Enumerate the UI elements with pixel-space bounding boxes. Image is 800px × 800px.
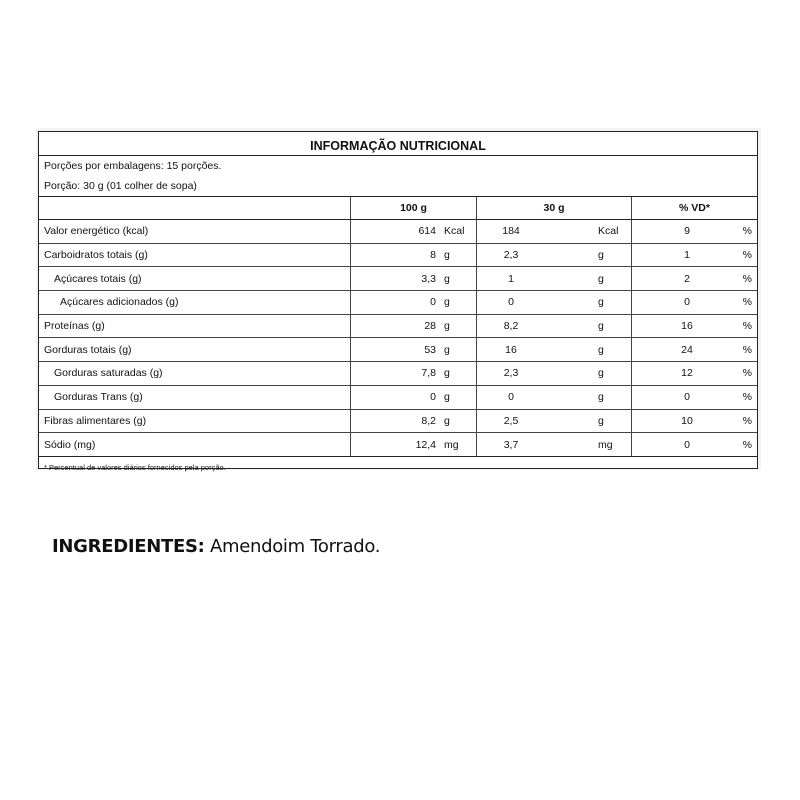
value-vd-cell <box>632 314 758 338</box>
table-row <box>39 220 757 244</box>
value-100g: 0 <box>430 296 436 309</box>
nutrient-name-text: Fibras alimentares (g) <box>44 414 147 427</box>
ingredients-line <box>52 536 380 557</box>
unit-30g: g <box>598 249 604 262</box>
value-100g: 614 <box>418 225 436 238</box>
value-vd: 10 <box>681 414 693 427</box>
unit-vd: % <box>742 225 752 238</box>
value-100g-cell <box>351 220 477 244</box>
value-30g-cell <box>477 338 632 362</box>
serving-size: Porção: 30 g (01 colher de sopa) <box>39 176 757 197</box>
unit-vd: % <box>742 391 752 404</box>
nutrient-name <box>39 220 351 244</box>
unit-vd: % <box>742 296 752 309</box>
value-vd-cell <box>632 433 758 457</box>
nutrient-name-text: Sódio (mg) <box>44 438 96 451</box>
nutrient-name-text: Proteínas (g) <box>44 320 105 333</box>
table-row <box>39 314 757 338</box>
value-100g: 28 <box>424 320 436 333</box>
value-vd-cell <box>632 385 758 409</box>
table-header-row <box>39 197 757 220</box>
nutrient-name-text: Gorduras Trans (g) <box>54 391 143 404</box>
value-30g-cell <box>477 385 632 409</box>
table-row <box>39 385 757 409</box>
nutrient-name <box>39 291 351 315</box>
value-100g-cell <box>351 338 477 362</box>
unit-vd: % <box>742 367 752 380</box>
header-empty-cell <box>39 197 351 220</box>
value-vd: 0 <box>684 438 690 451</box>
unit-30g: mg <box>598 438 613 451</box>
value-vd: 16 <box>681 320 693 333</box>
unit-100g: g <box>444 367 450 380</box>
nutrient-name-text: Valor energético (kcal) <box>44 225 149 238</box>
value-vd: 9 <box>684 225 690 238</box>
value-100g: 7,8 <box>421 367 436 380</box>
unit-100g: g <box>444 272 450 285</box>
value-30g: 2,5 <box>503 414 519 427</box>
value-30g: 3,7 <box>503 438 519 451</box>
value-100g-cell <box>351 243 477 267</box>
value-100g: 0 <box>430 391 436 404</box>
value-100g-cell <box>351 291 477 315</box>
value-vd-cell <box>632 291 758 315</box>
value-vd: 24 <box>681 343 693 356</box>
value-100g-cell <box>351 267 477 291</box>
nutrition-table <box>39 197 757 457</box>
nutrient-name <box>39 385 351 409</box>
unit-vd: % <box>742 343 752 356</box>
value-vd-cell <box>632 220 758 244</box>
value-100g: 12,4 <box>415 438 436 451</box>
value-100g-cell <box>351 409 477 433</box>
table-row <box>39 433 757 457</box>
unit-100g: mg <box>444 438 459 451</box>
value-30g-cell <box>477 362 632 386</box>
unit-30g: g <box>598 391 604 404</box>
value-30g-cell <box>477 291 632 315</box>
header-30g: 30 g <box>477 197 632 220</box>
nutrient-name-text: Gorduras totais (g) <box>44 343 132 356</box>
table-row <box>39 243 757 267</box>
unit-vd: % <box>742 249 752 262</box>
unit-30g: g <box>598 343 604 356</box>
nutrition-rows <box>39 220 757 457</box>
value-30g: 8,2 <box>503 320 519 333</box>
unit-100g: g <box>444 296 450 309</box>
value-30g: 2,3 <box>503 367 519 380</box>
label-title: INFORMAÇÃO NUTRICIONAL <box>39 132 757 156</box>
nutrient-name <box>39 267 351 291</box>
unit-30g: Kcal <box>598 225 619 238</box>
header-vd: % VD* <box>632 197 758 220</box>
nutrient-name-text: Carboidratos totais (g) <box>44 249 148 262</box>
unit-30g: g <box>598 320 604 333</box>
value-100g: 8,2 <box>421 414 436 427</box>
unit-100g: g <box>444 391 450 404</box>
nutrient-name <box>39 338 351 362</box>
value-vd: 0 <box>684 391 690 404</box>
value-vd: 12 <box>681 367 693 380</box>
table-row <box>39 267 757 291</box>
nutrient-name-text: Açúcares adicionados (g) <box>60 296 179 309</box>
nutrient-name <box>39 314 351 338</box>
value-30g-cell <box>477 243 632 267</box>
footnote: * Percentual de valores diários fornecidos pela porção. <box>44 462 226 472</box>
unit-vd: % <box>742 438 752 451</box>
value-30g: 0 <box>508 391 514 404</box>
value-30g-cell <box>477 433 632 457</box>
unit-100g: g <box>444 343 450 356</box>
value-100g: 3,3 <box>421 272 436 285</box>
nutrient-name-text: Açúcares totais (g) <box>54 272 142 285</box>
unit-30g: g <box>598 296 604 309</box>
value-100g: 53 <box>424 343 436 356</box>
header-100g: 100 g <box>351 197 477 220</box>
value-vd-cell <box>632 338 758 362</box>
unit-100g: g <box>444 249 450 262</box>
value-100g: 8 <box>430 249 436 262</box>
value-vd-cell <box>632 243 758 267</box>
unit-30g: g <box>598 414 604 427</box>
nutrient-name <box>39 409 351 433</box>
ingredients-text: Amendoim Torrado. <box>204 536 381 557</box>
nutrition-facts-label <box>38 131 758 472</box>
value-30g-cell <box>477 220 632 244</box>
nutrient-name-text: Gorduras saturadas (g) <box>54 367 163 380</box>
value-30g: 16 <box>505 343 517 356</box>
table-row <box>39 409 757 433</box>
value-100g-cell <box>351 362 477 386</box>
value-30g: 2,3 <box>503 249 519 262</box>
value-30g: 0 <box>508 296 514 309</box>
table-row <box>39 362 757 386</box>
table-row <box>39 338 757 362</box>
value-vd-cell <box>632 409 758 433</box>
unit-100g: g <box>444 320 450 333</box>
unit-vd: % <box>742 320 752 333</box>
value-30g-cell <box>477 314 632 338</box>
value-100g-cell <box>351 385 477 409</box>
value-vd-cell <box>632 362 758 386</box>
table-row <box>39 291 757 315</box>
nutrient-name <box>39 362 351 386</box>
ingredients-label: INGREDIENTES: <box>52 536 205 557</box>
value-30g: 1 <box>508 272 514 285</box>
unit-30g: g <box>598 367 604 380</box>
value-30g-cell <box>477 409 632 433</box>
nutrient-name <box>39 243 351 267</box>
value-vd: 0 <box>684 296 690 309</box>
unit-vd: % <box>742 272 752 285</box>
unit-30g: g <box>598 272 604 285</box>
value-100g-cell <box>351 314 477 338</box>
value-vd: 2 <box>684 272 690 285</box>
unit-100g: Kcal <box>444 225 465 238</box>
unit-vd: % <box>742 414 752 427</box>
value-30g: 184 <box>502 225 520 238</box>
unit-100g: g <box>444 414 450 427</box>
value-vd: 1 <box>684 249 690 262</box>
servings-per-package: Porções por embalagens: 15 porções. <box>44 160 222 172</box>
value-30g-cell <box>477 267 632 291</box>
nutrient-name <box>39 433 351 457</box>
value-100g-cell <box>351 433 477 457</box>
value-vd-cell <box>632 267 758 291</box>
